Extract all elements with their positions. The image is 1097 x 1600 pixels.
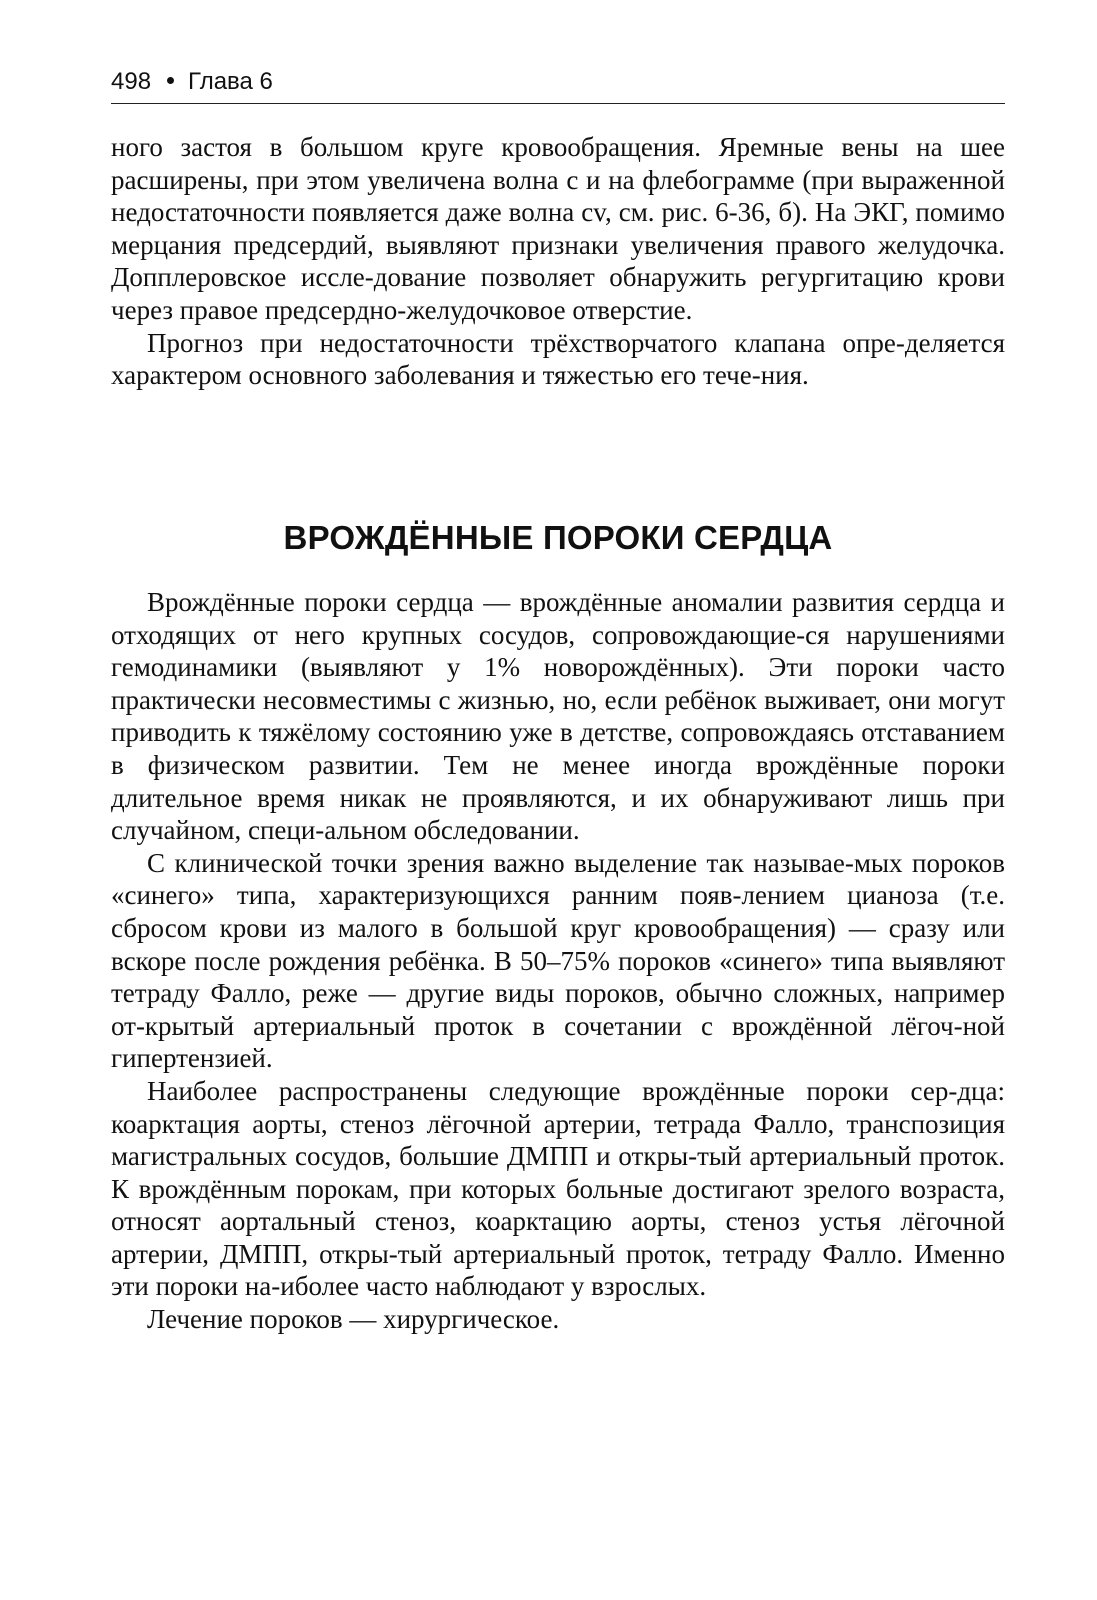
page-number: 498 [111,68,152,95]
section-title: ВРОЖДЁННЫЕ ПОРОКИ СЕРДЦА [283,519,833,556]
paragraph: Прогноз при недостаточности трёхстворчатого клапана опре-деляется характером основного заболевания и тяжестью его тече-ния. [111,327,1005,391]
bullet-separator [167,77,174,84]
paragraph: Наиболее распространены следующие врождённые пороки сер-дца: коарктация аорты, стеноз лёгочной артерии, тетрада Фалло, транспозиция магистральных сосудов, большие ДМПП и откры-тый артериальный проток. К врождённым порокам, при которых больные достигают зрелого возраста, относят аортальный стеноз, коарктацию аорты, стеноз устья лёгочной артерии, ДМПП, откры-тый артериальный проток, тетраду Фалло. Именно эти пороки на-иболее часто наблюдают у взрослых. [111,1075,1005,1302]
paragraph: Врождённые пороки сердца — врождённые аномалии развития сердца и отходящих от него крупных сосудов, сопровождающие-ся нарушениями гемодинамики (выявляют у 1% новорождённых). Эти пороки часто практически несовместимы с жизнью, но, если ребёнок выживает, они могут приводить к тяжёлому состоянию уже в детстве, сопровождаясь отставанием в физическом развитии. Тем не менее иногда врождённые пороки длительное время никак не проявляются, и их обнаруживают лишь при случайном, специ-альном обследовании. [111,587,1005,846]
text-block-main [111,586,1005,1336]
chapter-label: Глава 6 [188,68,273,95]
text-block-top [111,131,1005,392]
paragraph: С клинической точки зрения важно выделение так называе-мых пороков «синего» типа, характеризующихся ранним появ-лением цианоза (т.е. сбросом крови из малого в большой круг кровообращения) — сразу или вскоре после рождения ребёнка. В 50–75% пороков «синего» типа выявляют тетраду Фалло, реже — другие виды пороков, обычно сложных, например от-крытый артериальный проток в сочетании с врождённой лёгоч-ной гипертензией. [111,847,1005,1074]
header-rule [111,103,1005,104]
paragraph: ного застоя в большом круге кровообращения. Яремные вены на шее расширены, при этом увеличена волна c и на флебограмме (при выраженной недостаточности появляется даже волна cv, см. рис. 6-36, б). На ЭКГ, помимо мерцания предсердий, выявляют признаки увеличения правого желудочка. Допплеровское иссле-дование позволяет обнаружить регургитацию крови через правое предсердно-желудочковое отверстие. [111,132,1005,325]
running-head [111,66,1005,98]
paragraph: Лечение пороков — хирургическое. [147,1304,560,1335]
